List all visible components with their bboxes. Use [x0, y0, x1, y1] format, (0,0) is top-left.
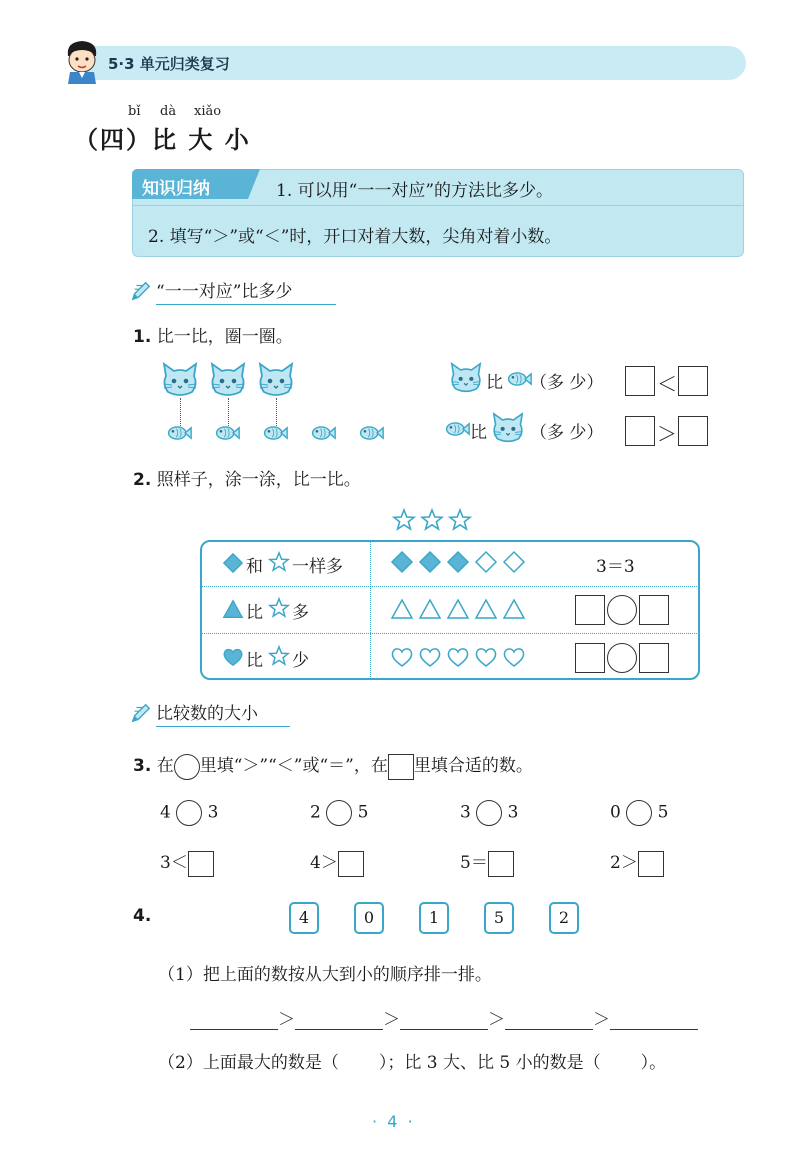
table-row-divider: [201, 633, 699, 634]
pair-right: 5: [357, 802, 369, 823]
fish-icon: [214, 424, 240, 442]
match-line: [228, 398, 229, 426]
fill-blank-2: [310, 848, 364, 877]
q3-number: 3.: [133, 756, 152, 776]
answer-box[interactable]: [188, 851, 214, 877]
pair-right: 3: [507, 802, 519, 823]
q1-row2-bi: 比: [470, 423, 487, 443]
q4-sub2-b: ）；比 3 大、比 5 小的数是（: [378, 1053, 601, 1073]
answer-blank[interactable]: [610, 1009, 698, 1030]
triangle-icon[interactable]: [474, 597, 498, 621]
row1-label-mid: 和: [246, 557, 263, 577]
header-title: 5·3 单元归类复习: [108, 55, 230, 73]
fill-blank-1: [160, 848, 214, 877]
fish-icon: [310, 424, 336, 442]
answer-box[interactable]: [625, 366, 655, 396]
gt-sign: ＞: [383, 1010, 400, 1030]
match-line: [276, 398, 277, 426]
cat-icon: [448, 362, 484, 394]
knowledge-line-2: 2. 填写“＞”或“＜”时，开口对着大数，尖角对着小数。: [148, 227, 562, 247]
title-char-xiao: 小: [224, 125, 251, 154]
answer-box[interactable]: [625, 416, 655, 446]
number-card: 0: [354, 902, 384, 934]
row1-answer: 3＝3: [596, 557, 635, 577]
q4-number: 4.: [133, 906, 152, 926]
answer-circle[interactable]: [607, 643, 637, 673]
q2-stem: [133, 465, 361, 490]
answer-box[interactable]: [639, 595, 669, 625]
fish-icon: [358, 424, 384, 442]
answer-box[interactable]: [488, 851, 514, 877]
pair-left: 4: [160, 802, 171, 823]
q1-row2-sign: ＞: [657, 422, 677, 446]
cat-icon: [256, 362, 296, 398]
blank-sign: ＞: [620, 853, 638, 873]
gt-sign: ＞: [278, 1010, 295, 1030]
pinyin-xiao: xiǎo: [194, 104, 222, 119]
fish-icon: [506, 370, 532, 388]
star-icon: [420, 508, 444, 532]
q1-text: 比一比，圈一圈。: [156, 327, 293, 347]
blank-sign: ＝: [470, 853, 488, 873]
blank-sign: ＜: [170, 853, 188, 873]
diamond-icon: [446, 550, 470, 574]
box-symbol: [388, 754, 414, 780]
q1-row1-choice: （多 少）: [530, 373, 604, 393]
triangle-icon[interactable]: [418, 597, 442, 621]
pair-left: 0: [610, 802, 621, 823]
answer-blank[interactable]: [400, 1009, 488, 1030]
answer-box[interactable]: [575, 595, 605, 625]
q4-sub1: （1）把上面的数按从大到小的顺序排一排。: [158, 965, 492, 985]
page-dot: ·: [407, 1112, 413, 1131]
heart-icon[interactable]: [474, 645, 498, 669]
page-number: [372, 1112, 413, 1131]
answer-box[interactable]: [678, 416, 708, 446]
match-line: [180, 398, 181, 426]
answer-box[interactable]: [638, 851, 664, 877]
fill-blank-4: [610, 848, 664, 877]
compare-pair-1: [160, 800, 218, 826]
pinyin-da: dà: [160, 104, 177, 119]
answer-blank[interactable]: [505, 1009, 593, 1030]
number-card: 4: [289, 902, 319, 934]
triangle-icon: [222, 598, 244, 620]
star-icon: [268, 551, 290, 573]
answer-circle[interactable]: [326, 800, 352, 826]
fill-blank-3: [460, 848, 514, 877]
fish-icon: [262, 424, 288, 442]
q1-number: 1.: [133, 327, 152, 347]
row3-label-end: 少: [292, 651, 309, 671]
table-col-divider: [370, 541, 371, 679]
table-row-divider: [201, 586, 699, 587]
row2-label-mid: 比: [246, 603, 263, 623]
pencil-icon: [130, 702, 152, 724]
q1-row1-bi: 比: [486, 373, 503, 393]
answer-blank[interactable]: [190, 1009, 278, 1030]
diamond-icon: [222, 552, 244, 574]
number-card: 5: [484, 902, 514, 934]
pencil-icon: [130, 280, 152, 302]
diamond-icon[interactable]: [474, 550, 498, 574]
fish-icon: [166, 424, 192, 442]
compare-pair-4: [610, 800, 668, 826]
page-num: 4: [387, 1112, 398, 1131]
fish-icon: [444, 420, 470, 438]
knowledge-line-1: 1. 可以用“一一对应”的方法比多少。: [276, 181, 554, 201]
diamond-icon[interactable]: [502, 550, 526, 574]
diamond-icon: [390, 550, 414, 574]
q3-stem: [133, 751, 533, 780]
blank-left: 5: [460, 853, 471, 873]
pinyin-bi: bǐ: [128, 104, 141, 119]
star-icon: [448, 508, 472, 532]
blank-left: 2: [610, 853, 621, 873]
heart-icon: [222, 646, 244, 668]
q2-text: 照样子，涂一涂，比一比。: [156, 470, 361, 490]
q1-row1-sign: ＜: [657, 372, 677, 396]
knowledge-tag: 知识归纳: [142, 179, 210, 199]
heart-icon[interactable]: [502, 645, 526, 669]
q4-sub2: [158, 1048, 666, 1073]
boy-avatar-icon: [62, 38, 102, 84]
star-icon: [392, 508, 416, 532]
number-card: 1: [419, 902, 449, 934]
answer-box[interactable]: [678, 366, 708, 396]
q1-row2-choice: （多 少）: [530, 423, 604, 443]
title-char-bi: 比: [152, 125, 178, 154]
answer-circle[interactable]: [626, 800, 652, 826]
cat-icon: [208, 362, 248, 398]
knowledge-divider: [132, 205, 743, 206]
answer-box[interactable]: [575, 643, 605, 673]
q4-sub2-a: （2）上面最大的数是（: [158, 1053, 339, 1073]
q2-number: 2.: [133, 470, 152, 490]
compare-pair-2: [310, 800, 368, 826]
number-card: 2: [549, 902, 579, 934]
gt-sign: ＞: [488, 1010, 505, 1030]
answer-circle[interactable]: [607, 595, 637, 625]
q3-text-b: 里填“＞”“＜”或“＝”，在: [199, 756, 388, 776]
row2-label-end: 多: [292, 603, 309, 623]
answer-box[interactable]: [338, 851, 364, 877]
blank-left: 4: [310, 853, 321, 873]
section-number: （四）: [74, 125, 152, 154]
q3-text-a: 在: [156, 756, 174, 776]
heart-icon[interactable]: [446, 645, 470, 669]
answer-circle[interactable]: [176, 800, 202, 826]
blank-left: 3: [160, 853, 171, 873]
answer-box[interactable]: [639, 643, 669, 673]
compare-pair-3: [460, 800, 518, 826]
title-char-da: 大: [188, 125, 215, 154]
star-icon: [268, 645, 290, 667]
star-icon: [268, 597, 290, 619]
q1-stem: [133, 322, 293, 347]
part1-heading: “一一对应”比多少: [156, 277, 336, 305]
triangle-icon[interactable]: [390, 597, 414, 621]
row3-label-mid: 比: [246, 651, 263, 671]
triangle-icon[interactable]: [502, 597, 526, 621]
blank-sign: ＞: [320, 853, 338, 873]
triangle-icon[interactable]: [446, 597, 470, 621]
q4-sub2-c: ）。: [640, 1053, 667, 1073]
q3-text-c: 里填合适的数。: [413, 756, 533, 776]
answer-circle[interactable]: [476, 800, 502, 826]
pair-left: 2: [310, 802, 321, 823]
page-dot: ·: [372, 1112, 378, 1131]
order-blanks: [190, 1005, 698, 1030]
heart-icon[interactable]: [390, 645, 414, 669]
cat-icon: [160, 362, 200, 398]
gt-sign: ＞: [593, 1010, 610, 1030]
pair-right: 3: [207, 802, 219, 823]
heart-icon[interactable]: [418, 645, 442, 669]
answer-blank[interactable]: [295, 1009, 383, 1030]
diamond-icon: [418, 550, 442, 574]
row1-label-end: 一样多: [292, 557, 343, 577]
cat-icon: [490, 412, 526, 444]
section-title: [74, 120, 251, 155]
pair-left: 3: [460, 802, 471, 823]
circle-symbol: [174, 754, 200, 780]
part2-heading: 比较数的大小: [156, 699, 290, 727]
pair-right: 5: [657, 802, 669, 823]
